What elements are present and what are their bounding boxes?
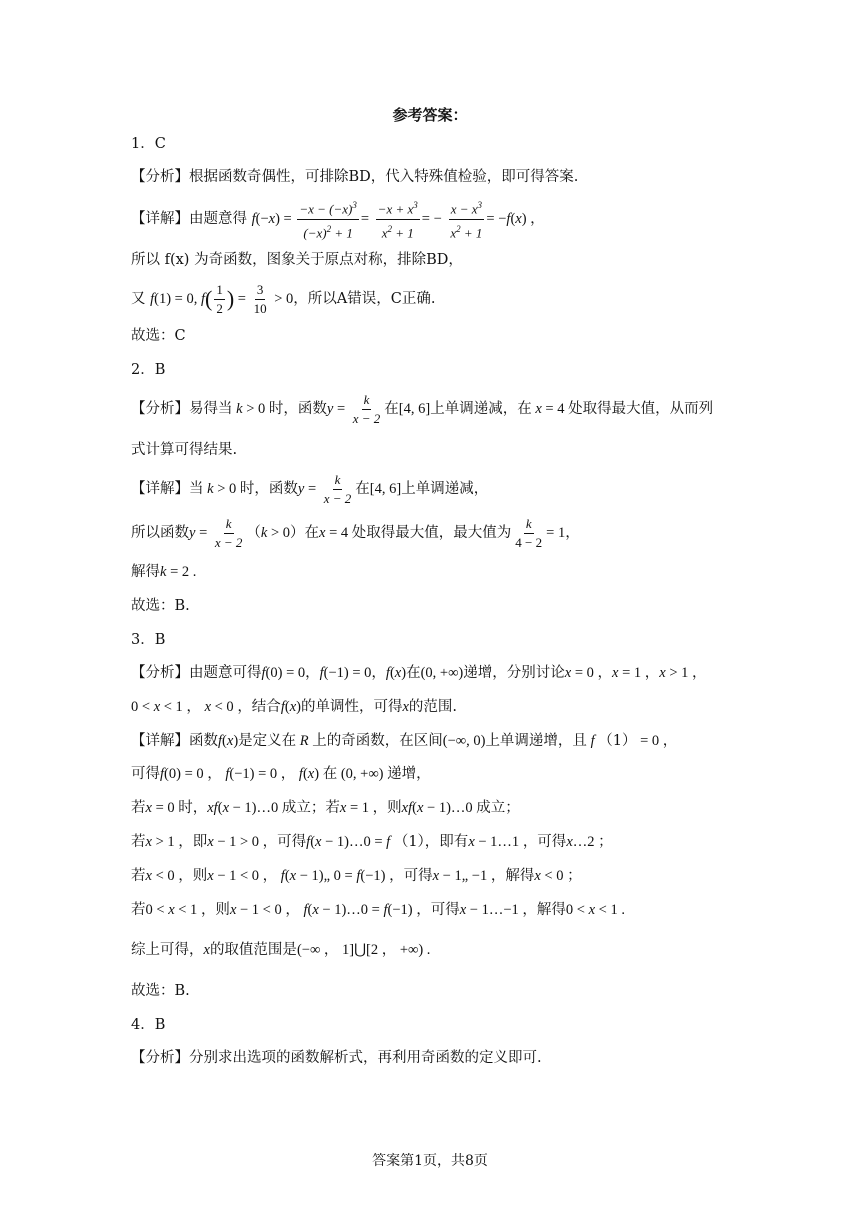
fraction: $\frac{x - x^3}{x^2 + 1}$ xyxy=(448,196,484,242)
q2-analysis-cont: 式计算可得结果. xyxy=(131,442,238,458)
fraction: $\frac{-x + x^3}{x^2 + 1}$ xyxy=(376,196,420,242)
q1-number: 1．C xyxy=(131,136,166,152)
q2-answer: 故选：B. xyxy=(131,598,190,614)
analysis-tag: 【分析】 xyxy=(131,169,189,185)
page-title: 参考答案： xyxy=(392,106,468,124)
q1-analysis-text: 根据函数奇偶性，可排除BD，代入特殊值检验，即可得答案. xyxy=(189,169,579,185)
q3-number: 3．B xyxy=(131,632,166,648)
detail-tag: 【详解】 xyxy=(131,211,189,227)
q2-line: 所以函数y = $\frac{k}{x - 2}$ （k > 0）在x = 4 处取得最大值，最大值为 $\frac{k}{4 - 2}$ = 1， xyxy=(131,515,580,550)
q3-line2: 若x = 0 时，xf(x − 1)…0 成立；若x = 1 ，则xf(x − 1)…0 成立； xyxy=(131,800,520,816)
q3-answer: 故选：B. xyxy=(131,983,190,999)
q3-line1: 可得f(0) = 0 ， f(−1) = 0 ， f(x) 在 (0, +∞) 递增， xyxy=(131,766,431,782)
fraction: $\frac{k}{x - 2}$ xyxy=(323,471,352,506)
q3-detail: 【详解】函数f(x)是定义在 R 上的奇函数，在区间(−∞, 0)上单调递增，且 f （1） = 0 ， xyxy=(131,733,678,749)
q2-detail: 【详解】当 k > 0 时，函数y = $\frac{k}{x - 2}$ 在[4, 6]上单调递减， xyxy=(131,471,489,506)
q1-equation: f xyxy=(251,211,256,227)
fraction: $\frac{3}{10}$ xyxy=(253,281,267,316)
q3-analysis-cont: 0 < x < 1 ， x < 0 ，结合f(x)的单调性，可得x的范围. xyxy=(131,699,458,715)
q4-number: 4．B xyxy=(131,1017,166,1033)
q2-solve: 解得k = 2 . xyxy=(131,564,197,580)
q3-analysis: 【分析】由题意可得f(0) = 0，f(−1) = 0，f(x)在(0, +∞)递增，分别讨论x = 0 ，x = 1 ，x > 1 ， xyxy=(131,665,707,681)
q1-detail-intro: 由题意得 xyxy=(189,211,247,227)
fraction: $\frac{k}{x - 2}$ xyxy=(214,515,243,550)
q3-line4: 若x < 0 ，则x − 1 < 0 ， f(x − 1)„ 0 = f(−1) ，可得x − 1„ −1 ，解得x < 0 ； xyxy=(131,868,582,884)
q3-summary: 综上可得，x的取值范围是(−∞ ， 1]⋃[2 ， +∞) . xyxy=(131,942,431,958)
fraction: $\frac{k}{4 - 2}$ xyxy=(515,515,543,550)
q1-analysis xyxy=(131,167,820,187)
q1-line3: 又 f(1) = 0, f( $\frac{1}{2}$ ) = $\frac{3}{10}$ > 0，所以A错误，C正确. xyxy=(131,281,436,316)
fraction: $\frac{k}{x - 2}$ xyxy=(352,391,381,426)
q1-detail: 【详解】由题意得 f(−x) = $\frac{-x - (-x)^3}{(-x)^2 + 1}$ = $\frac{-x + x^3}{x^2 + 1}$ = − $\frac{x - x^3}{x^2 + 1}$ = −f(x) ， xyxy=(131,196,820,242)
q3-line5: 若0 < x < 1 ，则x − 1 < 0 ， f(x − 1)…0 = f(−1) ，可得x − 1…−1 ，解得0 < x < 1 . xyxy=(131,902,625,918)
q2-number: 2．B xyxy=(131,362,166,378)
fraction: $\frac{-x - (-x)^3}{(-x)^2 + 1}$ xyxy=(297,196,359,242)
fraction: $\frac{1}{2}$ xyxy=(216,281,223,316)
q1-answer: 故选：C xyxy=(131,328,186,344)
q4-analysis: 【分析】分别求出选项的函数解析式，再利用奇函数的定义即可. xyxy=(131,1050,542,1066)
page-footer: 答案第1页，共8页 xyxy=(372,1153,488,1169)
q1-line2: 所以 f(x) 为奇函数，图象关于原点对称，排除BD， xyxy=(131,252,463,268)
q3-line3: 若x > 1 ，即x − 1 > 0 ，可得f(x − 1)…0 = f （1），即有x − 1…1 ，可得x…2 ； xyxy=(131,834,613,850)
q2-analysis: 【分析】易得当 k > 0 时，函数y = $\frac{k}{x - 2}$ 在[4, 6]上单调递减，在 x = 4 处取得最大值，从而列 xyxy=(131,391,714,426)
